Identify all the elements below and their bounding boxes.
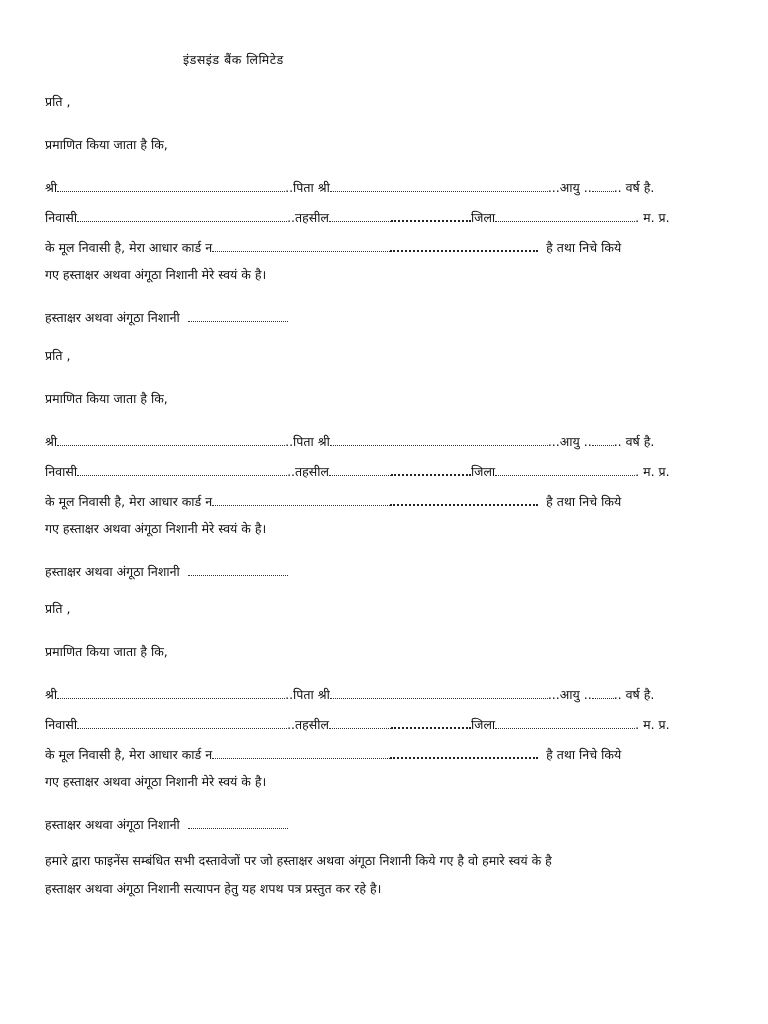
tatha-label: है तथा निचे किये <box>546 240 622 255</box>
tehsil-label: ..तहसील <box>287 210 329 225</box>
shri-label: श्री <box>45 687 58 702</box>
tehsil-blank-2[interactable] <box>391 465 471 476</box>
aadhaar-blank[interactable] <box>212 242 390 252</box>
prati-label: प्रति , <box>45 94 71 109</box>
aadhaar-row <box>45 239 717 256</box>
tehsil-blank[interactable] <box>329 212 391 222</box>
tehsil-label: ..तहसील <box>287 717 329 732</box>
residence-row <box>45 463 717 480</box>
age-end: .. वर्ष है. <box>613 687 655 702</box>
mp-label: . म. प्र. <box>635 210 670 225</box>
signature-label: हस्ताक्षर अथवा अंगूठा निशानी <box>45 310 180 325</box>
nivasi-label: निवासी <box>45 210 78 225</box>
prati-label: प्रति , <box>45 348 71 363</box>
name-blank[interactable] <box>57 182 285 192</box>
residence-blank[interactable] <box>77 212 287 222</box>
mool-nivasi-label: के मूल निवासी है, मेरा आधार कार्ड न <box>45 240 213 255</box>
mool-nivasi-label: के मूल निवासी है, मेरा आधार कार्ड न <box>45 494 213 509</box>
signature-row <box>45 816 288 833</box>
signature-blank[interactable] <box>188 819 288 829</box>
signature-label: हस्ताक्षर अथवा अंगूठा निशानी <box>45 817 180 832</box>
name-blank[interactable] <box>57 689 285 699</box>
aadhaar-blank[interactable] <box>212 496 390 506</box>
father-label: ..पिता श्री <box>285 687 330 702</box>
tehsil-blank[interactable] <box>329 466 391 476</box>
shri-label: श्री <box>45 434 58 449</box>
father-label: ..पिता श्री <box>285 434 330 449</box>
certified-text: प्रमाणित किया जाता है कि, <box>45 391 168 406</box>
jila-label: जिला <box>470 464 496 479</box>
shri-label: श्री <box>45 180 58 195</box>
tatha-label: है तथा निचे किये <box>546 747 622 762</box>
residence-row <box>45 209 717 226</box>
district-blank[interactable] <box>495 466 635 476</box>
father-label: ..पिता श्री <box>285 180 330 195</box>
mp-label: . म. प्र. <box>635 717 670 732</box>
nivasi-label: निवासी <box>45 464 78 479</box>
age-label: ...आयु .. <box>547 180 592 195</box>
age-blank[interactable] <box>592 182 614 192</box>
tehsil-blank-2[interactable] <box>391 211 471 222</box>
age-label: ...आयु .. <box>547 687 592 702</box>
residence-blank[interactable] <box>77 719 287 729</box>
aadhaar-blank-2[interactable] <box>390 241 538 252</box>
tehsil-blank-2[interactable] <box>391 718 471 729</box>
signature-row <box>45 563 288 580</box>
prati-label: प्रति , <box>45 601 71 616</box>
name-row <box>45 686 717 703</box>
signature-row <box>45 309 288 326</box>
district-blank[interactable] <box>495 719 635 729</box>
father-blank[interactable] <box>330 436 548 446</box>
certified-text: प्रमाणित किया जाता है कि, <box>45 644 168 659</box>
age-end: .. वर्ष है. <box>613 180 655 195</box>
gaye-text: गए हस्ताक्षर अथवा अंगूठा निशानी मेरे स्वयं के है। <box>45 521 267 536</box>
signature-label: हस्ताक्षर अथवा अंगूठा निशानी <box>45 564 180 579</box>
jila-label: जिला <box>470 210 496 225</box>
page-title: इंडसइंड बैंक लिमिटेड <box>183 52 284 67</box>
certified-text: प्रमाणित किया जाता है कि, <box>45 137 168 152</box>
gaye-text: गए हस्ताक्षर अथवा अंगूठा निशानी मेरे स्वयं के है। <box>45 774 267 789</box>
mool-nivasi-label: के मूल निवासी है, मेरा आधार कार्ड न <box>45 747 213 762</box>
aadhaar-blank-2[interactable] <box>390 748 538 759</box>
father-blank[interactable] <box>330 182 548 192</box>
signature-blank[interactable] <box>188 566 288 576</box>
age-blank[interactable] <box>592 436 614 446</box>
tehsil-label: ..तहसील <box>287 464 329 479</box>
residence-row <box>45 716 717 733</box>
name-row <box>45 433 717 450</box>
name-row <box>45 179 717 196</box>
mp-label: . म. प्र. <box>635 464 670 479</box>
age-end: .. वर्ष है. <box>613 434 655 449</box>
signature-blank[interactable] <box>188 312 288 322</box>
aadhaar-row <box>45 746 717 763</box>
closing-line-2: हस्ताक्षर अथवा अंगूठा निशानी सत्यापन हेतु यह शपथ पत्र प्रस्तुत कर रहे है। <box>45 881 382 896</box>
aadhaar-blank[interactable] <box>212 749 390 759</box>
gaye-text: गए हस्ताक्षर अथवा अंगूठा निशानी मेरे स्वयं के है। <box>45 267 267 282</box>
age-label: ...आयु .. <box>547 434 592 449</box>
aadhaar-blank-2[interactable] <box>390 495 538 506</box>
closing-line-1: हमारे द्वारा फाइनेंस सम्बंधित सभी दस्तावेजों पर जो हस्ताक्षर अथवा अंगूठा निशानी किये गए है वो हमारे स्वयं के है <box>45 853 552 868</box>
aadhaar-row <box>45 493 717 510</box>
nivasi-label: निवासी <box>45 717 78 732</box>
closing-statement <box>45 847 717 903</box>
father-blank[interactable] <box>330 689 548 699</box>
tehsil-blank[interactable] <box>329 719 391 729</box>
jila-label: जिला <box>470 717 496 732</box>
district-blank[interactable] <box>495 212 635 222</box>
name-blank[interactable] <box>57 436 285 446</box>
residence-blank[interactable] <box>77 466 287 476</box>
age-blank[interactable] <box>592 689 614 699</box>
tatha-label: है तथा निचे किये <box>546 494 622 509</box>
